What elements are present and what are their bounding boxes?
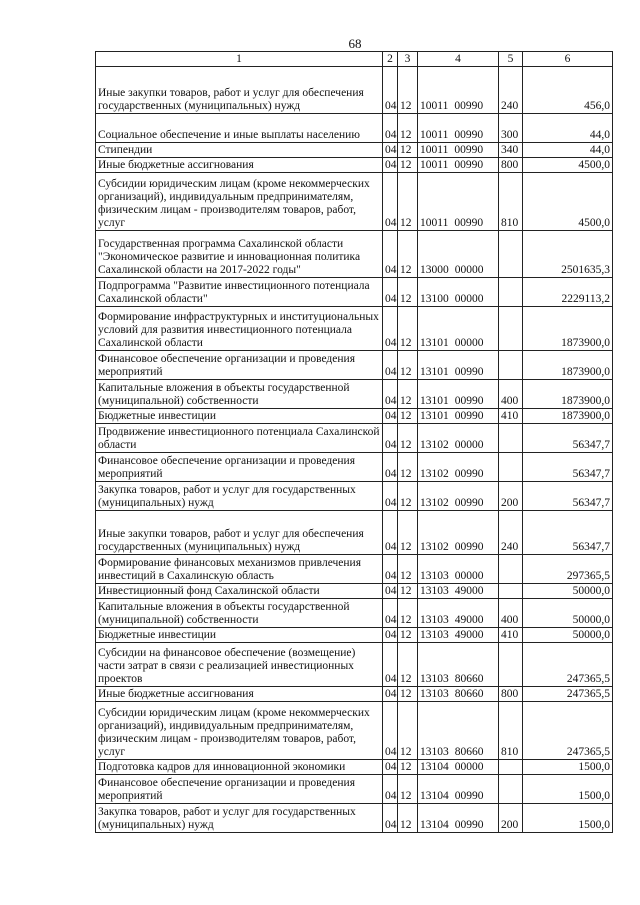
target-article-code [418,143,499,158]
target-article-part-2: 00000 [454,570,484,582]
target-article-part-1: 13000 [420,264,449,276]
subsection-code: 12 [398,599,418,628]
target-article-part-1: 13103 [420,673,449,685]
target-article-part-2: 00990 [454,819,484,831]
target-article-part-1: 13101 [420,395,449,407]
table-row [96,67,613,114]
row-name: Иные закупки товаров, работ и услуг для обеспечения государственных (муниципальных) нужд [96,511,383,555]
amount-value: 4500,0 [523,173,613,231]
target-article-part-2: 00990 [454,790,484,802]
header-cell-2: 2 [383,52,398,67]
subsection-code: 12 [398,775,418,804]
target-article-code [418,775,499,804]
subsection-code: 12 [398,555,418,584]
target-article-part-2: 00990 [454,541,484,553]
target-article-code [418,351,499,380]
section-code: 04 [383,409,398,424]
target-article-part-1: 10011 [420,217,449,229]
target-article-part-2: 80660 [454,673,484,685]
target-article-part-2: 00000 [454,761,484,773]
row-name: Формирование финансовых механизмов привлечения инвестиций в Сахалинскую область [96,555,383,584]
expense-type-code [499,643,523,687]
row-name: Субсидии на финансовое обеспечение (возмещение) части затрат в связи с реализацией инвестиционных проектов [96,643,383,687]
section-code: 04 [383,114,398,143]
subsection-code: 12 [398,380,418,409]
target-article-code [418,231,499,278]
subsection-code: 12 [398,231,418,278]
amount-value: 56347,7 [523,453,613,482]
target-article-code [418,599,499,628]
target-article-code [418,67,499,114]
row-name: Стипендии [96,143,383,158]
target-article-part-2: 49000 [454,629,484,641]
subsection-code: 12 [398,351,418,380]
target-article-part-2: 00000 [454,264,484,276]
expense-type-code: 410 [499,628,523,643]
table-row [96,143,613,158]
budget-table [95,51,613,833]
table-row [96,231,613,278]
amount-value: 2229113,2 [523,278,613,307]
section-code: 04 [383,278,398,307]
table-row [96,307,613,351]
section-code: 04 [383,424,398,453]
section-code: 04 [383,511,398,555]
target-article-code [418,114,499,143]
row-name: Капитальные вложения в объекты государственной (муниципальной) собственности [96,380,383,409]
table-row [96,760,613,775]
expense-type-code: 240 [499,67,523,114]
target-article-part-2: 00990 [454,468,484,480]
subsection-code: 12 [398,114,418,143]
table-row [96,628,613,643]
amount-value: 56347,7 [523,482,613,511]
expense-type-code: 800 [499,687,523,702]
subsection-code: 12 [398,424,418,453]
page-number: 68 [348,36,362,51]
amount-value: 247365,5 [523,702,613,760]
amount-value: 44,0 [523,114,613,143]
amount-value: 247365,5 [523,687,613,702]
target-article-code [418,380,499,409]
section-code: 04 [383,158,398,173]
target-article-part-1: 13103 [420,629,449,641]
table-row [96,278,613,307]
target-article-part-1: 13103 [420,614,449,626]
target-article-part-1: 10011 [420,100,449,112]
section-code: 04 [383,482,398,511]
target-article-part-1: 10011 [420,129,449,141]
target-article-code [418,804,499,833]
target-article-part-2: 00990 [454,129,484,141]
expense-type-code: 340 [499,143,523,158]
target-article-part-1: 13101 [420,366,449,378]
expense-type-code [499,307,523,351]
target-article-part-1: 13102 [420,497,449,509]
row-name: Закупка товаров, работ и услуг для государственных (муниципальных) нужд [96,804,383,833]
target-article-part-2: 00990 [454,497,484,509]
row-name: Финансовое обеспечение организации и проведения мероприятий [96,775,383,804]
row-name: Подпрограмма "Развитие инвестиционного потенциала Сахалинской области" [96,278,383,307]
row-name: Иные бюджетные ассигнования [96,687,383,702]
target-article-part-1: 13104 [420,761,449,773]
subsection-code: 12 [398,687,418,702]
row-name: Бюджетные инвестиции [96,409,383,424]
target-article-part-2: 80660 [454,746,484,758]
target-article-code [418,628,499,643]
table-row [96,804,613,833]
amount-value: 1500,0 [523,760,613,775]
table-row [96,584,613,599]
header-cell-4: 4 [418,52,499,67]
header-cell-6: 6 [523,52,613,67]
target-article-code [418,760,499,775]
expense-type-code [499,231,523,278]
amount-value: 50000,0 [523,599,613,628]
header-cell-5: 5 [499,52,523,67]
row-name: Подготовка кадров для инновационной экономики [96,760,383,775]
target-article-part-1: 13102 [420,468,449,480]
target-article-part-1: 13104 [420,790,449,802]
section-code: 04 [383,584,398,599]
section-code: 04 [383,453,398,482]
table-row [96,158,613,173]
target-article-part-1: 13103 [420,585,449,597]
section-code: 04 [383,804,398,833]
row-name: Иные закупки товаров, работ и услуг для обеспечения государственных (муниципальных) нужд [96,67,383,114]
row-name: Продвижение инвестиционного потенциала Сахалинской области [96,424,383,453]
subsection-code: 12 [398,628,418,643]
target-article-part-1: 10011 [420,144,449,156]
row-name: Инвестиционный фонд Сахалинской области [96,584,383,599]
expense-type-code: 240 [499,511,523,555]
target-article-code [418,173,499,231]
table-row [96,351,613,380]
expense-type-code [499,555,523,584]
target-article-part-2: 00990 [454,395,484,407]
row-name: Государственная программа Сахалинской области "Экономическое развитие и инновационная политика Сахалинской области на 2017-2022 годы" [96,231,383,278]
section-code: 04 [383,687,398,702]
amount-value: 4500,0 [523,158,613,173]
target-article-code [418,482,499,511]
amount-value: 2501635,3 [523,231,613,278]
amount-value: 50000,0 [523,584,613,599]
target-article-code [418,409,499,424]
subsection-code: 12 [398,409,418,424]
amount-value: 44,0 [523,143,613,158]
target-article-code [418,584,499,599]
subsection-code: 12 [398,453,418,482]
target-article-part-1: 10011 [420,159,449,171]
table-row [96,409,613,424]
section-code: 04 [383,760,398,775]
subsection-code: 12 [398,511,418,555]
target-article-part-2: 49000 [454,585,484,597]
target-article-part-2: 00990 [454,217,484,229]
subsection-code: 12 [398,158,418,173]
amount-value: 1873900,0 [523,351,613,380]
subsection-code: 12 [398,482,418,511]
target-article-part-1: 13103 [420,570,449,582]
row-name: Формирование инфраструктурных и институциональных условий для развития инвестиционного потенциала Сахалинской области [96,307,383,351]
amount-value: 56347,7 [523,424,613,453]
expense-type-code: 400 [499,599,523,628]
row-name: Социальное обеспечение и иные выплаты населению [96,114,383,143]
expense-type-code: 200 [499,804,523,833]
expense-type-code: 410 [499,409,523,424]
table-row [96,643,613,687]
expense-type-code: 810 [499,702,523,760]
target-article-part-1: 13100 [420,293,449,305]
target-article-part-1: 13101 [420,337,449,349]
subsection-code: 12 [398,804,418,833]
table-row [96,687,613,702]
table-header-row [96,52,613,67]
table-row [96,555,613,584]
expense-type-code [499,453,523,482]
header-cell-3: 3 [398,52,418,67]
table-row [96,380,613,409]
expense-type-code [499,760,523,775]
expense-type-code [499,278,523,307]
subsection-code: 12 [398,67,418,114]
section-code: 04 [383,555,398,584]
target-article-part-2: 00990 [454,100,484,112]
target-article-part-1: 13104 [420,819,449,831]
subsection-code: 12 [398,584,418,599]
subsection-code: 12 [398,643,418,687]
target-article-part-1: 13102 [420,541,449,553]
target-article-code [418,424,499,453]
target-article-part-2: 00990 [454,410,484,422]
row-name: Закупка товаров, работ и услуг для государственных (муниципальных) нужд [96,482,383,511]
table-row [96,482,613,511]
target-article-part-2: 00990 [454,159,484,171]
row-name: Иные бюджетные ассигнования [96,158,383,173]
target-article-code [418,307,499,351]
subsection-code: 12 [398,702,418,760]
section-code: 04 [383,599,398,628]
target-article-part-2: 00000 [454,337,484,349]
target-article-code [418,453,499,482]
expense-type-code: 300 [499,114,523,143]
amount-value: 56347,7 [523,511,613,555]
amount-value: 297365,5 [523,555,613,584]
section-code: 04 [383,380,398,409]
target-article-code [418,555,499,584]
target-article-code [418,158,499,173]
amount-value: 247365,5 [523,643,613,687]
target-article-code [418,511,499,555]
expense-type-code: 400 [499,380,523,409]
section-code: 04 [383,173,398,231]
expense-type-code: 810 [499,173,523,231]
row-name: Финансовое обеспечение организации и проведения мероприятий [96,351,383,380]
subsection-code: 12 [398,278,418,307]
row-name: Бюджетные инвестиции [96,628,383,643]
expense-type-code: 200 [499,482,523,511]
amount-value: 456,0 [523,67,613,114]
table-body [96,67,613,833]
amount-value: 1873900,0 [523,409,613,424]
target-article-part-2: 80660 [454,688,484,700]
subsection-code: 12 [398,143,418,158]
subsection-code: 12 [398,760,418,775]
target-article-part-2: 00000 [454,293,484,305]
target-article-part-2: 00990 [454,144,484,156]
target-article-code [418,687,499,702]
section-code: 04 [383,143,398,158]
table-row [96,775,613,804]
amount-value: 1873900,0 [523,380,613,409]
target-article-part-1: 13101 [420,410,449,422]
amount-value: 50000,0 [523,628,613,643]
target-article-part-2: 49000 [454,614,484,626]
subsection-code: 12 [398,173,418,231]
table-row [96,453,613,482]
amount-value: 1873900,0 [523,307,613,351]
row-name: Капитальные вложения в объекты государственной (муниципальной) собственности [96,599,383,628]
row-name: Субсидии юридическим лицам (кроме некоммерческих организаций), индивидуальным предпринимателям, физическим лицам - производителям товаров, работ, услуг [96,702,383,760]
table-row [96,702,613,760]
expense-type-code: 800 [499,158,523,173]
target-article-code [418,643,499,687]
section-code: 04 [383,643,398,687]
target-article-code [418,702,499,760]
section-code: 04 [383,67,398,114]
table-row [96,599,613,628]
section-code: 04 [383,702,398,760]
section-code: 04 [383,351,398,380]
expense-type-code [499,775,523,804]
section-code: 04 [383,307,398,351]
target-article-part-2: 00000 [454,439,484,451]
table-row [96,424,613,453]
row-name: Субсидии юридическим лицам (кроме некоммерческих организаций), индивидуальным предпринимателям, физическим лицам - производителям товаров, работ, услуг [96,173,383,231]
amount-value: 1500,0 [523,804,613,833]
section-code: 04 [383,628,398,643]
target-article-part-1: 13103 [420,688,449,700]
target-article-part-1: 13102 [420,439,449,451]
target-article-code [418,278,499,307]
row-name: Финансовое обеспечение организации и проведения мероприятий [96,453,383,482]
table-row [96,511,613,555]
section-code: 04 [383,231,398,278]
table-row [96,173,613,231]
target-article-part-2: 00990 [454,366,484,378]
section-code: 04 [383,775,398,804]
header-cell-1: 1 [96,52,383,67]
table-row [96,114,613,143]
expense-type-code [499,584,523,599]
expense-type-code [499,351,523,380]
subsection-code: 12 [398,307,418,351]
target-article-part-1: 13103 [420,746,449,758]
expense-type-code [499,424,523,453]
amount-value: 1500,0 [523,775,613,804]
